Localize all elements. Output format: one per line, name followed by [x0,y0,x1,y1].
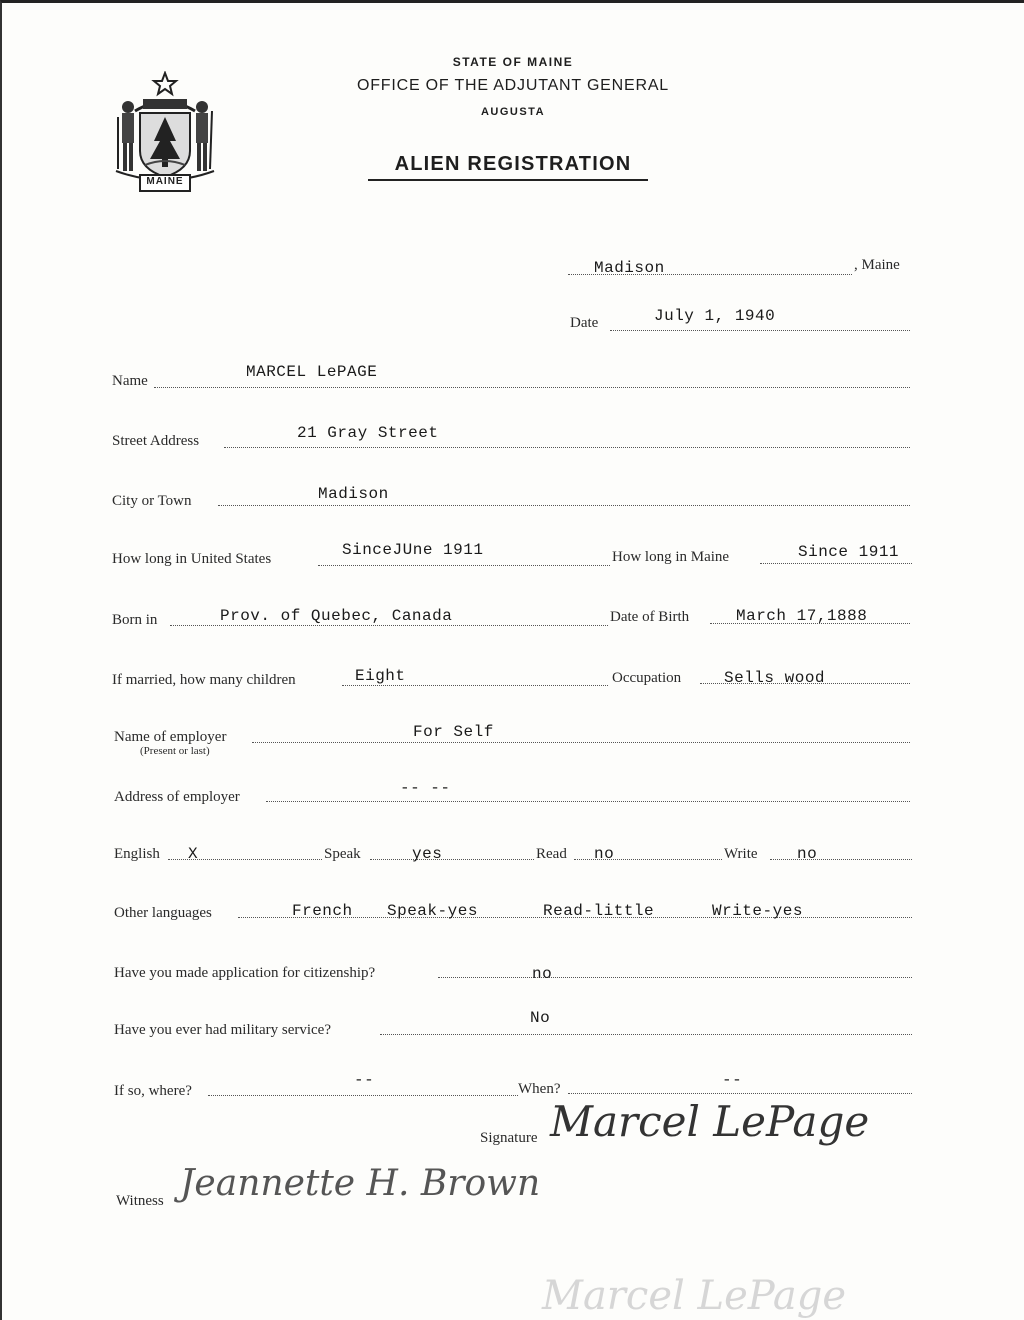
when-label: When? [518,1081,561,1097]
street-line [224,447,910,448]
dob-value: March 17,1888 [736,607,868,625]
header-state: STATE OF MAINE [452,55,574,69]
children-line [342,685,608,686]
english-label: English [114,846,160,862]
other-languages-label: Other languages [114,905,212,921]
citizenship-value: no [532,965,553,983]
other-language-read: Read-little [543,902,655,920]
where-value: -- [354,1071,375,1089]
where-label: If so, where? [114,1083,192,1099]
date-value: July 1, 1940 [654,307,776,325]
employer-sublabel: (Present or last) [140,745,210,757]
name-value: MARCEL LePAGE [246,363,378,381]
write-line [770,859,912,860]
signature-value: Marcel LePage [550,1097,870,1146]
city-line [218,505,910,506]
employer-value: For Self [413,723,494,741]
employer-line [252,742,910,743]
speak-value: yes [412,845,443,863]
read-label: Read [536,846,567,862]
maine-state-seal [110,71,220,197]
witness-value: Jeannette H. Brown [180,1163,541,1204]
employer-address-label: Address of employer [114,789,240,805]
page-title: ALIEN REGISTRATION [394,153,632,175]
other-language-name: French [292,902,353,920]
born-in-value: Prov. of Quebec, Canada [220,607,453,625]
how-long-maine-value: Since 1911 [798,543,900,561]
born-in-label: Born in [112,612,158,628]
employer-address-value: -- -- [400,779,451,797]
where-line [208,1095,518,1096]
children-value: Eight [355,667,406,685]
english-value: X [188,845,199,863]
other-language-speak: Speak-yes [387,902,478,920]
how-long-us-line [318,565,610,566]
speak-line [370,859,534,860]
military-line [380,1034,912,1035]
write-value: no [797,845,818,863]
born-in-line [170,625,608,626]
signature-label: Signature [480,1130,538,1146]
how-long-maine-label: How long in Maine [612,549,730,565]
header-office: OFFICE OF THE ADJUTANT GENERAL [356,77,670,94]
how-long-maine-line [760,563,912,564]
when-value: -- [722,1071,743,1089]
read-value: no [594,845,615,863]
date-label: Date [570,315,599,331]
how-long-us-label: How long in United States [112,551,272,567]
date-line [610,330,910,331]
street-value: 21 Gray Street [297,424,439,442]
citizenship-label: Have you made application for citizenship? [114,965,376,981]
write-label: Write [724,846,758,862]
military-label: Have you ever had military service? [114,1022,331,1038]
faded-signature: Marcel LePage [542,1273,846,1319]
occupation-label: Occupation [612,670,682,686]
city-label: City or Town [112,493,192,509]
other-language-write: Write-yes [712,902,803,920]
street-label: Street Address [112,433,200,449]
employer-address-line [266,801,910,802]
title-underline [368,179,648,181]
military-value: No [530,1009,551,1027]
children-label: If married, how many children [112,672,296,688]
town-value: Madison [594,259,665,277]
how-long-us-value: SinceJUne 1911 [342,541,484,559]
speak-label: Speak [324,846,361,862]
city-value: Madison [318,485,389,503]
state-suffix: , Maine [854,257,900,273]
occupation-value: Sells wood [724,669,826,687]
dob-label: Date of Birth [610,609,690,625]
name-label: Name [112,373,148,389]
seal-banner-text: MAINE [146,176,184,187]
header-city: AUGUSTA [480,106,546,118]
citizenship-line [438,977,912,978]
employer-label: Name of employer [114,729,227,745]
witness-label: Witness [116,1193,164,1209]
name-line [154,387,910,388]
when-line [568,1093,912,1094]
